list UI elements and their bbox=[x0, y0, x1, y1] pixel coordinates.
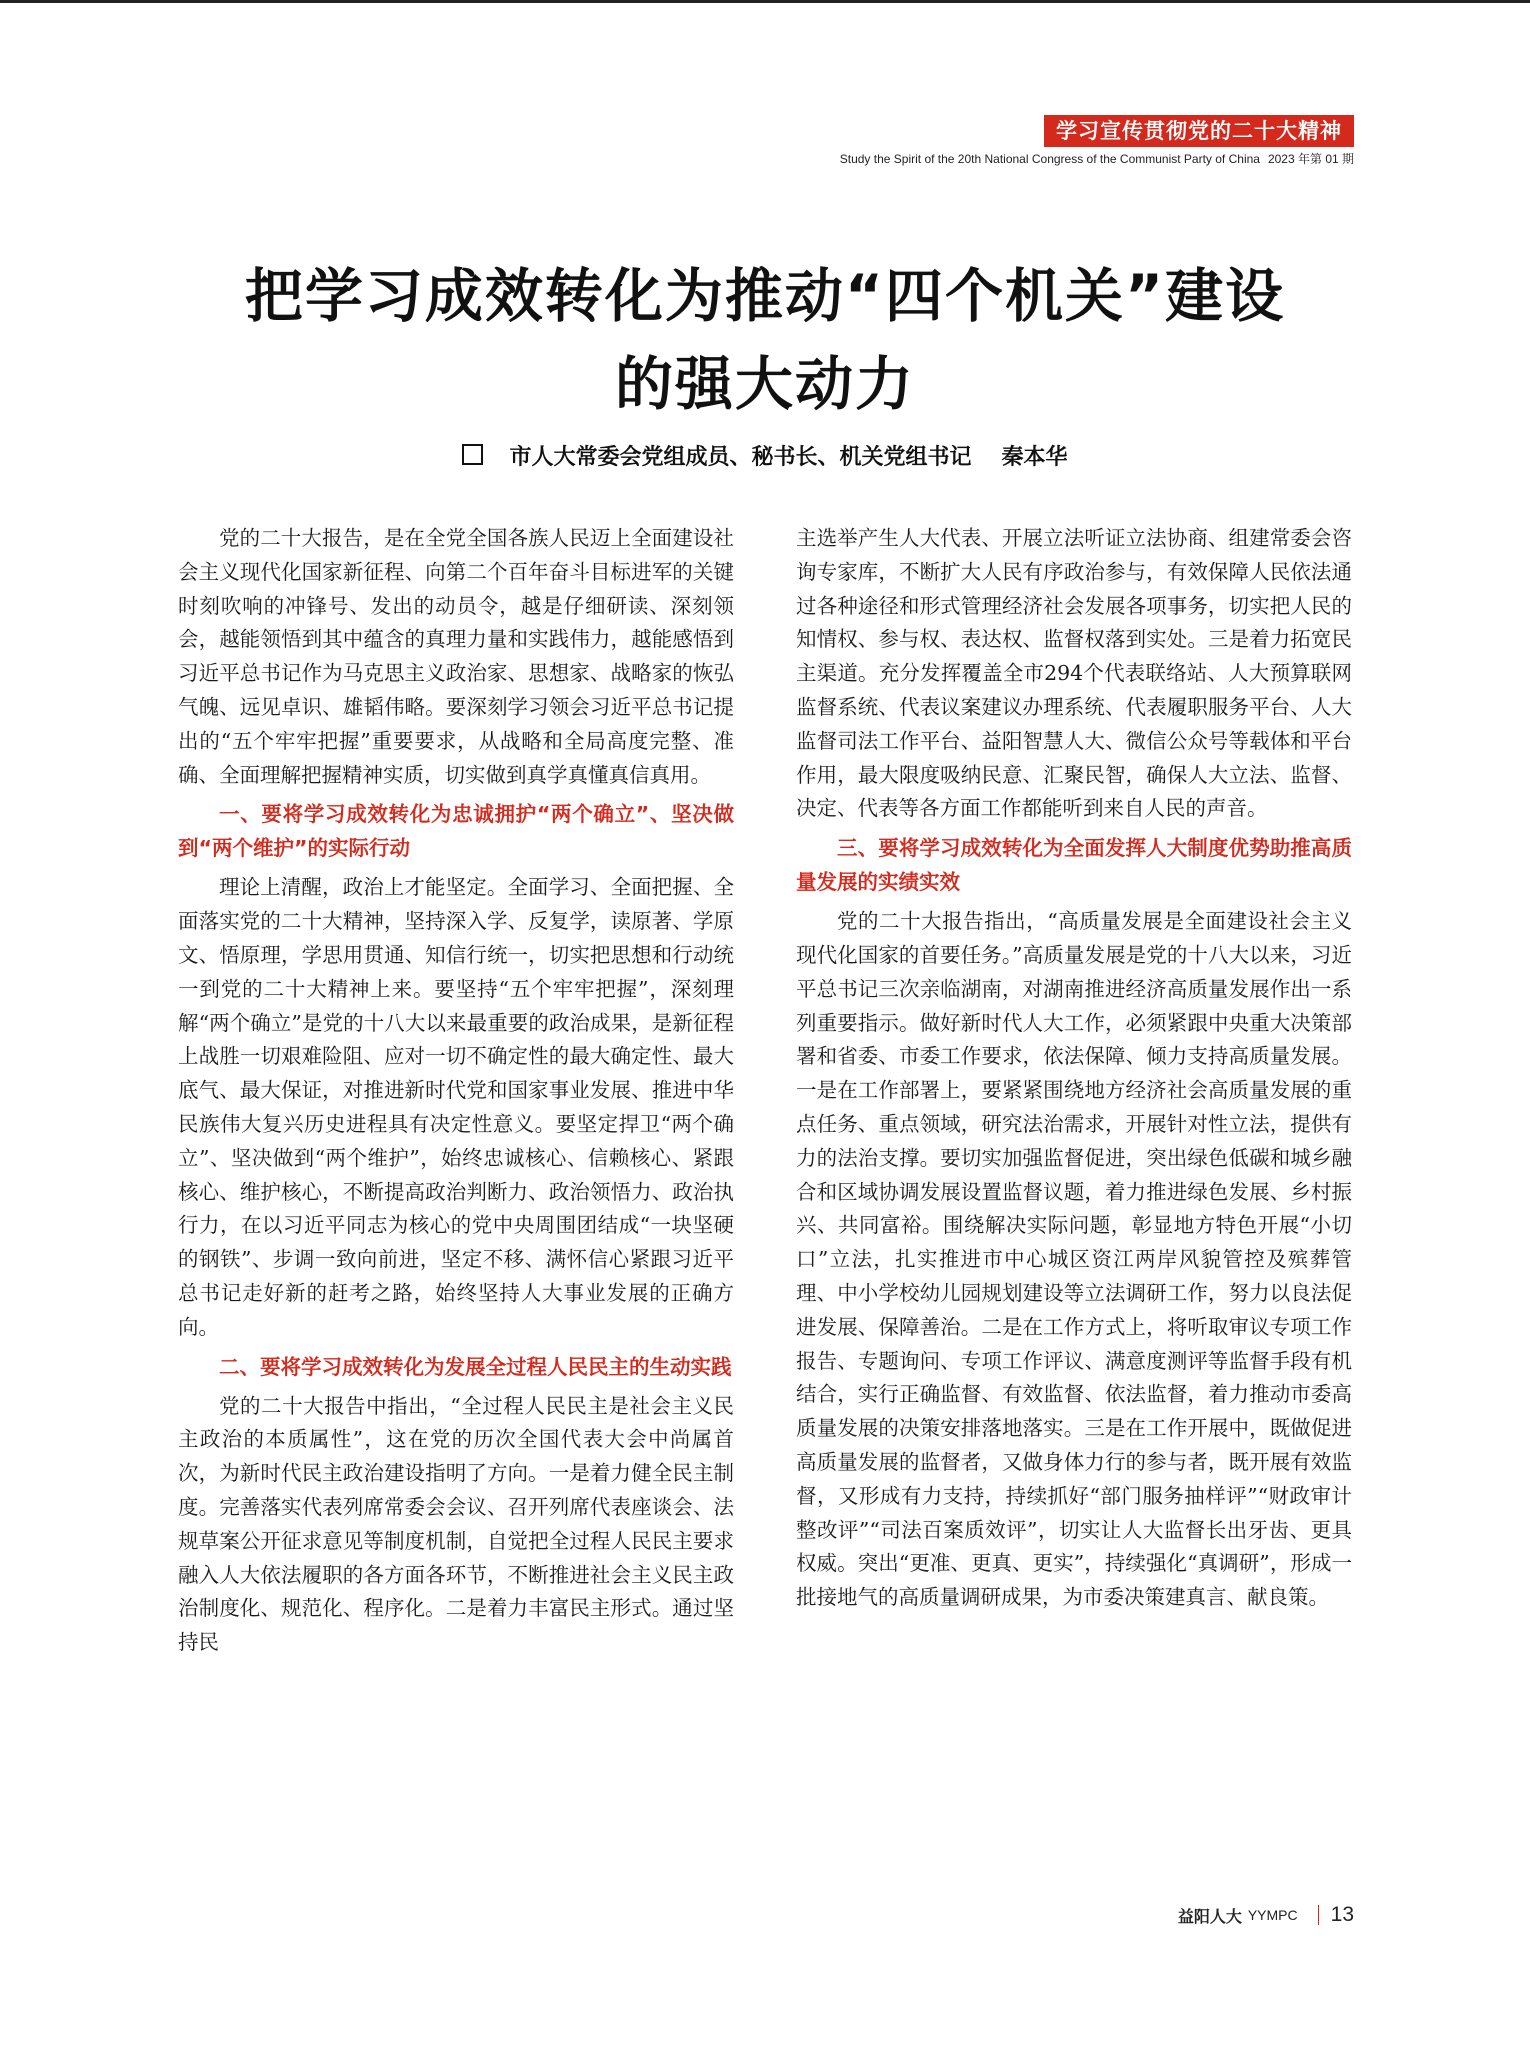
left-column bbox=[178, 522, 734, 1660]
magazine-code: YYMPC bbox=[1247, 1907, 1298, 1923]
footer-divider bbox=[1318, 1905, 1319, 1925]
section-heading-2: 二、要将学习成效转化为发展全过程人民民主的生动实践 bbox=[219, 1354, 732, 1379]
header-subtitle-en: Study the Spirit of the 20th National Congress of the Communist Party of China bbox=[839, 152, 1260, 166]
paragraph-section-2: 党的二十大报告中指出，“全过程人民民主是社会主义民主政治的本质属性”，这在党的历次全国代表大会中尚属首次，为新时代民主政治建设指明了方向。一是着力健全民主制度。完善落实代表列席常委会会议、召开列席代表座谈会、法规草案公开征求意见等制度机制，自觉把全过程人民民主要求融入人大依法履职的各方面各环节，不断推进社会主义民主政治制度化、规范化、程序化。二是着力丰富民主形式。通过坚持民 bbox=[178, 1393, 734, 1655]
top-rule bbox=[0, 0, 1530, 3]
page-number: 13 bbox=[1330, 1903, 1354, 1926]
article-title-line-1: 把学习成效转化为推动“四个机关”建设 bbox=[244, 262, 1286, 330]
issue-label: 2023 年第 01 期 bbox=[1267, 152, 1354, 166]
byline bbox=[0, 440, 1530, 471]
magazine-name: 益阳人大 bbox=[1177, 1906, 1242, 1926]
right-column bbox=[796, 522, 1352, 1615]
article-title-line-2: 的强大动力 bbox=[614, 350, 915, 418]
paragraph-intro: 党的二十大报告，是在全党全国各族人民迈上全面建设社会主义现代化国家新征程、向第二个百年奋斗目标进军的关键时刻吹响的冲锋号、发出的动员令，越是仔细研读、深刻领会，越能领悟到其中蕴含的真理力量和实践伟力，越能感悟到习近平总书记作为马克思主义政治家、思想家、战略家的恢弘气魄、远见卓识、雄韬伟略。要深刻学习领会习近平总书记提出的“五个牢牢把握”重要要求，从战略和全局高度完整、准确、全面理解把握精神实质，切实做到真学真懂真信真用。 bbox=[178, 526, 734, 787]
author-role: 市人大常委会党组成员、秘书长、机关党组书记 bbox=[509, 445, 972, 470]
section-heading-3: 三、要将学习成效转化为全面发挥人大制度优势助推高质量发展的实绩实效 bbox=[796, 836, 1352, 895]
author-name: 秦本华 bbox=[1001, 445, 1068, 470]
article-title bbox=[140, 252, 1390, 428]
paragraph-section-1: 理论上清醒，政治上才能坚定。全面学习、全面把握、全面落实党的二十大精神，坚持深入学、反复学，读原著、学原文、悟原理，学思用贯通、知信行统一，切实把思想和行动统一到党的二十大精神上来。要坚持“五个牢牢把握”，深刻理解“两个确立”是党的十八大以来最重要的政治成果，是新征程上战胜一切艰难险阻、应对一切不确定性的最大确定性、最大底气、最大保证，对推进新时代党和国家事业发展、推进中华民族伟大复兴历史进程具有决定性意义。要坚定捍卫“两个确立”、坚决做到“两个维护”，始终忠诚核心、信赖核心、紧跟核心、维护核心，不断提高政治判断力、政治领悟力、政治执行力，在以习近平同志为核心的党中央周围团结成“一块坚硬的钢铁”、步调一致向前进，坚定不移、满怀信心紧跟习近平总书记走好新的赶考之路，始终坚持人大事业发展的正确方向。 bbox=[178, 875, 734, 1339]
paragraph-section-2-continued: 主选举产生人大代表、开展立法听证立法协商、组建常委会咨询专家库，不断扩大人民有序政治参与，有效保障人民依法通过各种途径和形式管理经济社会发展各项事务，切实把人民的知情权、参与权、表达权、监督权落到实处。三是着力拓宽民主渠道。充分发挥覆盖全市294个代表联络站、人大预算联网监督系统、代表议案建议办理系统、代表履职服务平台、人大监督司法工作平台、益阳智慧人大、微信公众号等载体和平台作用，最大限度吸纳民意、汇聚民智，确保人大立法、监督、决定、代表等各方面工作都能听到来自人民的声音。 bbox=[796, 526, 1352, 821]
header-subtitle bbox=[454, 150, 1354, 167]
page-footer bbox=[1178, 1903, 1354, 1927]
column-badge: 学习宣传贯彻党的二十大精神 bbox=[1044, 115, 1354, 147]
paragraph-section-3: 党的二十大报告指出，“高质量发展是全面建设社会主义现代化国家的首要任务。”高质量发展是党的十八大以来，习近平总书记三次亲临湖南，对湖南推进经济高质量发展作出一系列重要指示。做好新时代人大工作，必须紧跟中央重大决策部署和省委、市委工作要求，依法保障、倾力支持高质量发展。一是在工作部署上，要紧紧围绕地方经济社会高质量发展的重点任务、重点领域，研究法治需求，开展针对性立法，提供有力的法治支撑。要切实加强监督促进，突出绿色低碳和城乡融合和区域协调发展设置监督议题，着力推进绿色发展、乡村振兴、共同富裕。围绕解决实际问题，彰显地方特色开展“小切口”立法，扎实推进市中心城区资江两岸风貌管控及殡葬管理、中小学校幼儿园规划建设等立法调研工作，努力以良法促进发展、保障善治。二是在工作方式上，将听取审议专项工作报告、专题询问、专项工作评议、满意度测评等监督手段有机结合，实行正确监督、有效监督、依法监督，着力推动市委高质量发展的决策安排落地落实。三是在工作开展中，既做促进高质量发展的监督者，又做身体力行的参与者，既开展有效监督，又形成有力支持，持续抓好“部门服务抽样评”“财政审计整改评”“司法百案质效评”，切实让人大监督长出牙齿、更具权威。突出“更准、更真、更实”，持续强化“真调研”，形成一批接地气的高质量调研成果，为市委决策建真言、献良策。 bbox=[796, 909, 1352, 1610]
section-heading-1: 一、要将学习成效转化为忠诚拥护“两个确立”、坚决做到“两个维护”的实际行动 bbox=[178, 802, 734, 861]
square-icon bbox=[462, 444, 483, 465]
